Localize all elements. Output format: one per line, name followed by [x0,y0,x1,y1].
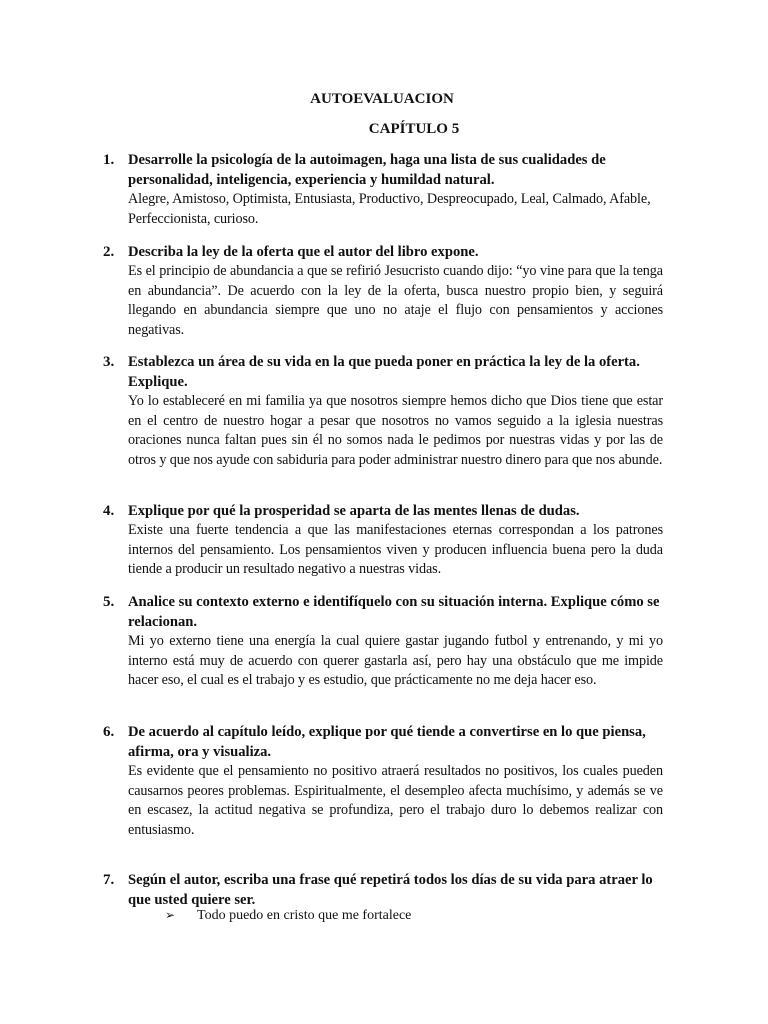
item-number: 7. [103,872,115,888]
list-item [103,722,663,840]
document-title: AUTOEVALUACION [310,91,454,107]
list-item [103,592,663,691]
item-number: 2. [103,244,115,260]
question-text: Según el autor, escriba una frase qué repetirá todos los días de su vida para atraer lo que usted quiere ser. [128,872,653,908]
answer-text: Es el principio de abundancia a que se refirió Jesucristo cuando dijo: “yo vine para que la tenga en abundancia”. De acuerdo con la ley de la oferta, busca nuestro propio bien, y seguirá llegando en abundancia siempre que uno no ataje el flujo con pensamientos y acciones negativas. [128,263,663,338]
list-item [103,870,663,910]
list-item [103,352,663,470]
item-number: 4. [103,503,115,519]
question-text: Establezca un área de su vida en la que pueda poner en práctica la ley de la oferta. Explique. [128,354,640,390]
question-text: Analice su contexto externo e identifíquelo con su situación interna. Explique cómo se relacionan. [128,594,660,630]
answer-text: Mi yo externo tiene una energía la cual quiere gastar jugando futbol y entrenando, y mi yo interno está muy de acuerdo con querer gastarla así, pero hay una obstáculo que me impide hacer eso, el cual es el trabajo y es estudio, que prácticamente no me deja hacer eso. [128,633,663,688]
item-number: 5. [103,594,115,610]
answer-text: Alegre, Amistoso, Optimista, Entusiasta, Productivo, Despreocupado, Leal, Calmado, Afable, Perfeccionista, curioso. [128,191,651,227]
bullet-text: Todo puedo en cristo que me fortalece [197,908,412,923]
answer-text: Yo lo estableceré en mi familia ya que nosotros siempre hemos dicho que Dios tiene que estar en el centro de nuestro hogar a pesar que nosotros no vamos seguido a la iglesia nuestras oraciones nunca faltan pues sin él no somos nada le pedimos por nuestras vidas y por las de otros y que nos ayude con sabiduria para poder administrar nuestro dinero para que nos abunde. [128,393,663,468]
answer-text: Existe una fuerte tendencia a que las manifestaciones eternas correspondan a los patrones internos del pensamiento. Los pensamientos viven y producen influencia buena pero la duda tiende a producir un resultado negativo a nuestras vidas. [128,522,663,577]
list-item [103,501,663,580]
question-text: Explique por qué la prosperidad se aparta de las mentes llenas de dudas. [128,503,580,519]
bullet-item [165,906,411,925]
answer-text: Es evidente que el pensamiento no positivo atraerá resultados no positivos, los cuales pueden causarnos peores problemas. Espiritualmente, el desempleo afecta muchísimo, y además se ve en escasez, la actitud negativa se profundiza, pero el trabajo duro lo debemos realizar con entusiasmo. [128,763,663,838]
chapter-heading: CAPÍTULO 5 [368,121,460,137]
question-text: Describa la ley de la oferta que el autor del libro expone. [128,244,479,260]
item-number: 3. [103,354,115,370]
item-number: 1. [103,152,115,168]
item-number: 6. [103,724,115,740]
list-item [103,150,663,229]
question-text: De acuerdo al capítulo leído, explique por qué tiende a convertirse en lo que piensa, afirma, ora y visualiza. [128,724,646,760]
arrow-bullet-icon: ➢ [165,908,176,922]
question-text: Desarrolle la psicología de la autoimagen, haga una lista de sus cualidades de personalidad, inteligencia, experiencia y humildad natural. [128,152,606,188]
list-item [103,242,663,340]
